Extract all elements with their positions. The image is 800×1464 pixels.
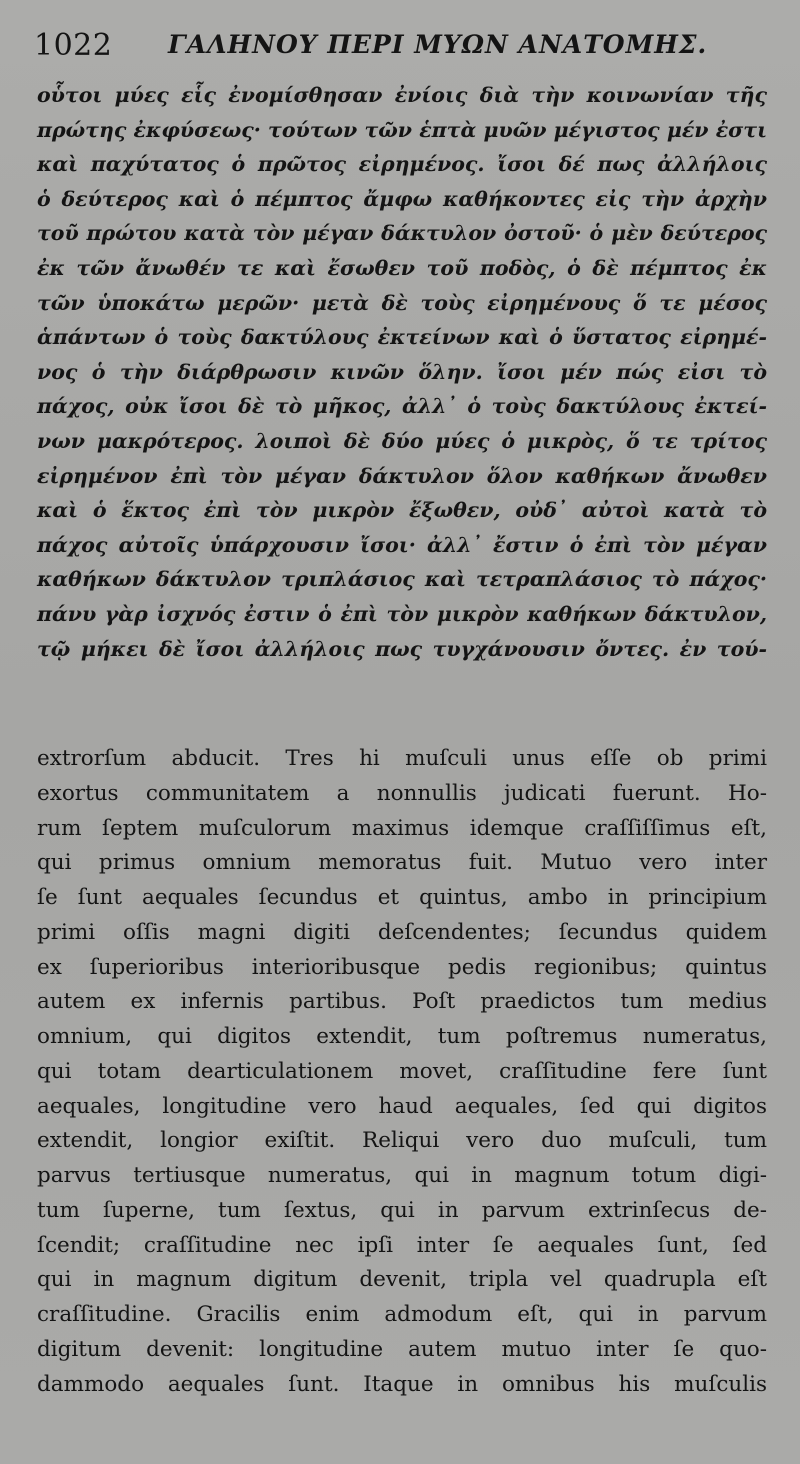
latin-line: omnium, qui digitos extendit, tum poſtremus numeratus,: [37, 1024, 767, 1049]
latin-line: qui totam dearticulationem movet, craſſitudine fere ſunt: [37, 1058, 767, 1084]
latin-line: ſe ſunt aequales ſecundus et quintus, ambo in principium: [37, 885, 767, 910]
latin-line: ex ſuperioribus interioribusque pedis regionibus; quintus: [37, 954, 767, 980]
latin-line: aequales, longitudine vero haud aequales, ſed qui digitos: [37, 1093, 767, 1119]
page-number: 1022: [34, 28, 113, 63]
latin-line: autem ex infernis partibus. Poſt praedictos tum medius: [37, 989, 767, 1015]
greek-line: πάχος, οὐκ ἴσοι δὲ τὸ μῆκος, ἀλλ᾽ ὁ τοὺς δακτύλους ἐκτεί-: [37, 394, 767, 419]
greek-line: καὶ παχύτατος ὁ πρῶτος εἰρημένος. ἴσοι δέ πως ἀλλήλοις: [37, 152, 767, 177]
greek-line: εἰρημένον ἐπὶ τὸν μέγαν δάκτυλον ὅλον καθήκων ἄνωθεν: [37, 463, 767, 488]
latin-text-block: [37, 742, 767, 1402]
latin-line: tum ſuperne, tum ſextus, qui in parvum extrinſecus de-: [37, 1197, 767, 1223]
greek-line: πρώτης ἐκφύσεως· τούτων τῶν ἑπτὰ μυῶν μέγιστος μέν ἐστι: [37, 117, 767, 142]
latin-line: qui in magnum digitum devenit, tripla vel quadrupla eſt: [37, 1267, 767, 1293]
greek-line: ἐκ τῶν ἄνωθέν τε καὶ ἔσωθεν τοῦ ποδὸς, ὁ δὲ πέμπτος ἐκ: [37, 255, 767, 280]
greek-line: καὶ ὁ ἕκτος ἐπὶ τὸν μικρὸν ἔξωθεν, οὐδ᾽ αὐτοὶ κατὰ τὸ: [37, 498, 767, 523]
greek-line: καθήκων δάκτυλον τριπλάσιος καὶ τετραπλάσιος τὸ πάχος·: [37, 567, 767, 592]
greek-line: ὁ δεύτερος καὶ ὁ πέμπτος ἄμφω καθήκοντες εἰς τὴν ἀρχὴν: [37, 186, 767, 211]
greek-line: τῷ μήκει δὲ ἴσοι ἀλλήλοις πως τυγχάνουσιν ὄντες. ἐν τού-: [37, 636, 767, 661]
latin-line: rum ſeptem muſculorum maximus idemque craſſiſſimus eſt,: [37, 815, 767, 841]
greek-line: τοῦ πρώτου κατὰ τὸν μέγαν δάκτυλον ὀστοῦ· ὁ μὲν δεύτερος: [37, 221, 767, 246]
latin-line: craſſitudine. Gracilis enim admodum eſt, qui in parvum: [37, 1302, 767, 1327]
latin-line: exortus communitatem a nonnullis judicati fuerunt. Ho-: [37, 780, 767, 806]
latin-line: extendit, longior exiſtit. Reliqui vero duo muſculi, tum: [37, 1128, 767, 1154]
running-title: ΓΑΛΗΝΟΥ ΠΕΡΙ ΜΥΩΝ ΑΝΑΤΟΜΗΣ.: [168, 30, 708, 59]
latin-line: dammodo aequales ſunt. Itaque in omnibus his muſculis: [37, 1371, 767, 1397]
greek-line: πάνυ γὰρ ἰσχνός ἐστιν ὁ ἐπὶ τὸν μικρὸν καθήκων δάκτυλον,: [37, 601, 767, 626]
greek-line: οὗτοι μύες εἷς ἐνομίσθησαν ἐνίοις διὰ τὴν κοινωνίαν τῆς: [37, 83, 767, 107]
greek-line: τῶν ὑποκάτω μερῶν· μετὰ δὲ τοὺς εἰρημένους ὅ τε μέσος: [37, 290, 767, 315]
greek-line: ἁπάντων ὁ τοὺς δακτύλους ἐκτείνων καὶ ὁ ὕστατος εἰρημέ-: [37, 325, 767, 350]
latin-line: digitum devenit: longitudine autem mutuo inter ſe quo-: [37, 1336, 767, 1362]
latin-line: parvus tertiusque numeratus, qui in magnum totum digi-: [37, 1163, 767, 1188]
latin-line: ſcendit; craſſitudine nec ipſi inter ſe aequales ſunt, ſed: [37, 1232, 767, 1258]
page-header: [34, 28, 774, 68]
greek-line: πάχος αὐτοῖς ὑπάρχουσιν ἴσοι· ἀλλ᾽ ἔστιν ὁ ἐπὶ τὸν μέγαν: [37, 532, 767, 557]
latin-line: qui primus omnium memoratus fuit. Mutuo vero inter: [37, 850, 767, 876]
greek-line: νων μακρότερος. λοιποὶ δὲ δύο μύες ὁ μικρὸς, ὅ τε τρίτος: [37, 428, 767, 453]
greek-text-block: [37, 78, 767, 666]
greek-line: νος ὁ τὴν διάρθρωσιν κινῶν ὅλην. ἴσοι μέν πώς εἰσι τὸ: [37, 359, 767, 384]
latin-line: extrorſum abducit. Tres hi muſculi unus eſſe ob primi: [37, 746, 767, 771]
latin-line: primi oſſis magni digiti deſcendentes; ſecundus quidem: [37, 919, 767, 945]
